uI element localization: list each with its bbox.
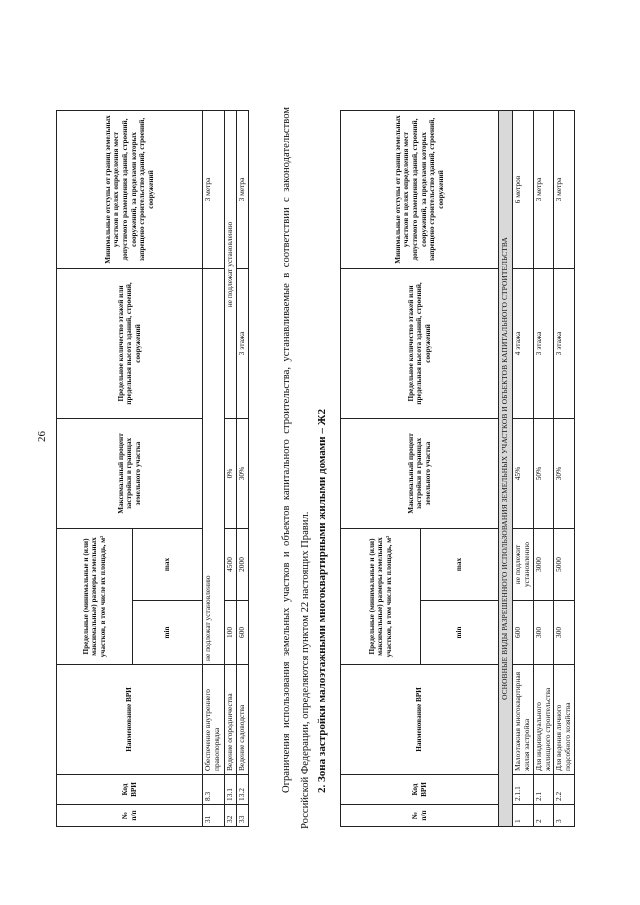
cell-no: 2 — [533, 805, 554, 827]
cell-percent: 30% — [554, 418, 575, 528]
cell-min: 600 — [512, 601, 533, 665]
cell-name: Для ведения личного подсобного хозяйства — [554, 665, 575, 775]
cell-no: 1 — [512, 805, 533, 827]
cell-min: 100 — [225, 601, 237, 665]
table-row — [533, 110, 554, 826]
table-top — [56, 110, 249, 827]
table-header-row — [57, 110, 133, 826]
header-max: max — [421, 528, 499, 600]
header-name: Наименование ВРИ — [57, 665, 203, 775]
table-row — [554, 110, 575, 826]
cell-max: 5000 — [554, 528, 575, 600]
header-sizes: Предельные (минимальные и (или) максимальные) размеры земельных участков, в том числе их площадь, м² — [341, 528, 421, 664]
table-row — [236, 110, 248, 826]
cell-min: 300 — [554, 601, 575, 665]
cell-floors: 3 этажа — [533, 268, 554, 418]
cell-name: Ведение садоводства — [236, 665, 248, 775]
cell-floors: 3 этажа — [236, 268, 248, 418]
cell-no: 33 — [236, 805, 248, 827]
cell-name: Малоэтажная многоквартирная жилая застройка — [512, 665, 533, 775]
cell-code: 2.2 — [554, 775, 575, 805]
cell-max: 2000 — [236, 528, 248, 600]
header-min: min — [133, 601, 203, 665]
cell-min: 600 — [236, 601, 248, 665]
cell-name: Ведение огородничества — [225, 665, 237, 775]
cell-setback: 3 метра — [554, 110, 575, 268]
cell-setback: 3 метра — [533, 110, 554, 268]
header-name: Наименование ВРИ — [341, 665, 499, 775]
header-sizes: Предельные (минимальные и (или) максимальные) размеры земельных участков, в том числе их площадь, м² — [57, 528, 133, 664]
cell-min: 300 — [533, 601, 554, 665]
header-floors: Предельное количество этажей или предельная высота зданий, строений, сооружений — [341, 268, 499, 418]
cell-not-established: не подлежат установлению — [225, 110, 237, 418]
cell-setback: 3 метра — [203, 110, 225, 268]
cell-code: 13.2 — [236, 775, 248, 805]
cell-not-established: не подлежат установлению — [203, 268, 225, 664]
cell-floors: 3 этажа — [554, 268, 575, 418]
header-percent: Максимальный процент застройки в границах земельного участка — [341, 418, 499, 528]
cell-max: 3000 — [533, 528, 554, 600]
cell-percent: 0% — [225, 418, 237, 528]
cell-code: 2.1.1 — [512, 775, 533, 805]
table-header-row — [341, 110, 421, 826]
section-title: ОСНОВНЫЕ ВИДЫ РАЗРЕШЕННОГО ИСПОЛЬЗОВАНИЯ ЗЕМЕЛЬНЫХ УЧАСТКОВ И ОБЪЕКТОВ КАПИТАЛЬНОГО СТРОИТЕЛЬСТВА — [499, 110, 513, 826]
cell-name: Обеспечение внутреннего правопорядка — [203, 665, 225, 775]
cell-percent: 50% — [533, 418, 554, 528]
zone-title: 2. Зона застройки малоэтажными многоквартирными жилыми домами – Ж2 — [316, 408, 328, 793]
cell-setback: 6 метров — [512, 110, 533, 268]
cell-code: 13.1 — [225, 775, 237, 805]
table-bottom — [340, 110, 575, 827]
header-setback: Минимальные отступы от границ земельных участков в целях определения мест допустимого размещения зданий, строений, сооружений, за пределами которых запрещено строительство зданий, строений, сооружений — [57, 110, 203, 268]
cell-code: 2.1 — [533, 775, 554, 805]
page-number: 26 — [36, 431, 48, 442]
cell-max: не подлежит установлению — [512, 528, 533, 600]
restrictions-paragraph: Ограничения использования земельных участков и объектов капитального строительства, устанавливаемые в соответствии с законодательством Российской Федерации, определяются пунктом 22 настоящих Правил. — [280, 107, 312, 829]
cell-percent: 45% — [512, 418, 533, 528]
header-max: max — [133, 528, 203, 600]
cell-no: 3 — [554, 805, 575, 827]
cell-name: Для индивидуального жилищного строительства — [533, 665, 554, 775]
table-row — [203, 110, 225, 826]
cell-setback: 3 метра — [236, 110, 248, 268]
table-row — [225, 110, 237, 826]
cell-no: 31 — [203, 805, 225, 827]
cell-code: 8.3 — [203, 775, 225, 805]
header-no: № п/п — [341, 805, 499, 827]
header-percent: Максимальный процент застройки в границах земельного участка — [57, 418, 203, 528]
header-no: № п/п — [57, 805, 203, 827]
section-row — [499, 110, 513, 826]
header-floors: Предельное количество этажей или предельная высота зданий, строений, сооружений — [57, 268, 203, 418]
cell-percent: 30% — [236, 418, 248, 528]
header-code: Код ВРИ — [57, 775, 203, 805]
table-row — [512, 110, 533, 826]
header-min: min — [421, 601, 499, 665]
header-setback: Минимальные отступы от границ земельных участков в целях определения мест допустимого размещения зданий, строений, сооружений, за пределами которых запрещено строительство зданий, строений, сооружений — [341, 110, 499, 268]
cell-max: 4500 — [225, 528, 237, 600]
cell-no: 32 — [225, 805, 237, 827]
header-code: Код ВРИ — [341, 775, 499, 805]
cell-floors: 4 этажа — [512, 268, 533, 418]
